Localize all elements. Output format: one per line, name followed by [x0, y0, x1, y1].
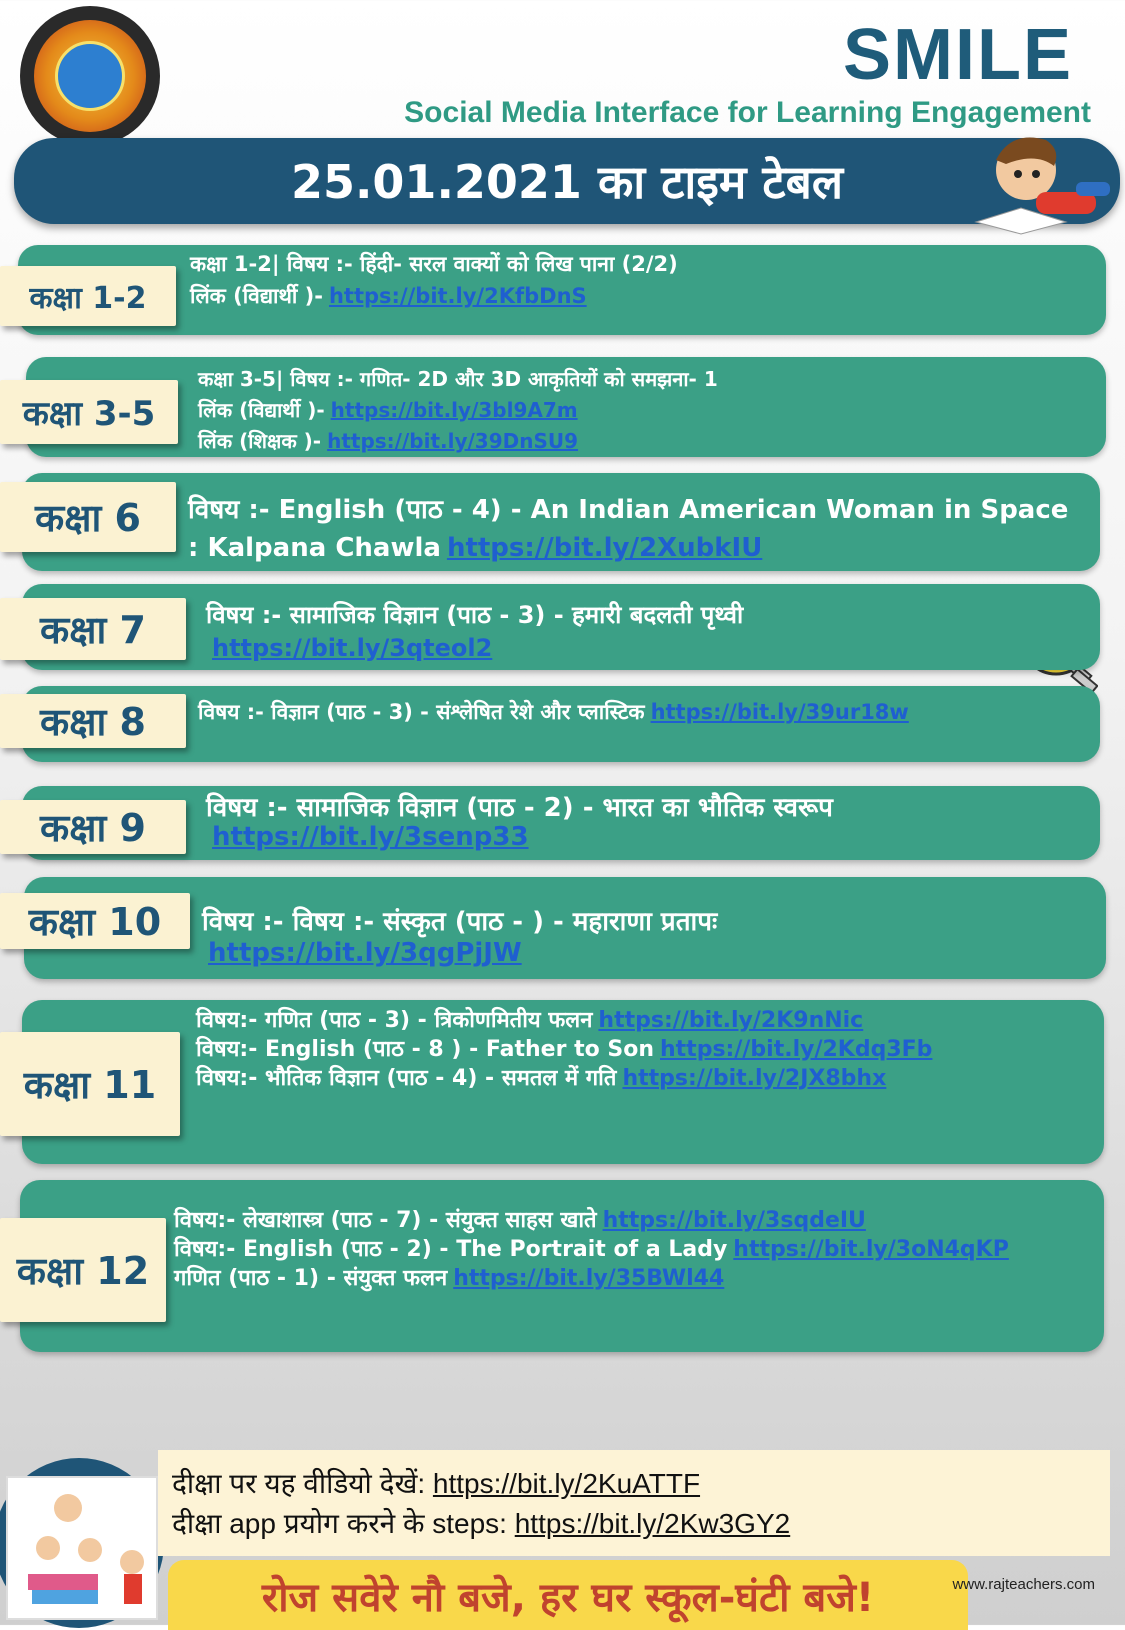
class-line — [174, 1262, 724, 1292]
subject-text: विषय:- English (पाठ - 8 ) - Father to Son — [196, 1037, 654, 1062]
subject-text: विषय :- सामाजिक विज्ञान (पाठ - 3) - हमारी बदलती पृथ्वी — [206, 601, 744, 629]
class-line — [198, 427, 578, 454]
lesson-link[interactable]: https://bit.ly/3oN4qKP — [733, 1237, 1009, 1262]
subject-text: विषय:- English (पाठ - 2) - The Portrait of a Lady — [174, 1237, 728, 1262]
class-line — [196, 1062, 886, 1092]
date-banner-text: 25.01.2021 का टाइम टेबल — [290, 155, 844, 209]
subject-text: विषय:- लेखाशास्त्र (पाठ - 7) - संयुक्त साहस खाते — [174, 1208, 597, 1233]
class-line — [174, 1233, 1009, 1263]
date-banner — [14, 138, 1120, 224]
student-link[interactable]: https://bit.ly/3bl9A7m — [330, 398, 578, 422]
class-line — [190, 282, 587, 310]
lesson-link[interactable]: https://bit.ly/35BWl44 — [453, 1266, 725, 1291]
class-line — [198, 698, 909, 726]
subject-text: विषय :- English (पाठ - 4) - An Indian American Woman in Space — [188, 495, 1069, 525]
diksha-video-label: दीक्षा पर यह वीडियो देखें: — [172, 1468, 426, 1499]
subject-text: : Kalpana Chawla — [188, 533, 441, 563]
lesson-link[interactable]: https://bit.ly/3qgPjJW — [208, 938, 522, 968]
subject-text: कक्षा 3-5| विषय :- गणित- 2D और 3D आकृतियों को समझना- 1 — [198, 367, 718, 391]
subject-text: विषय :- विषय :- संस्कृत (पाठ - ) - महाराणा प्रतापः — [202, 907, 718, 937]
class-line — [198, 396, 578, 423]
website-credit: www.rajteachers.com — [952, 1576, 1095, 1593]
subject-text: गणित (पाठ - 1) - संयुक्त फलन — [174, 1266, 448, 1291]
reading-boy-illustration — [966, 130, 1116, 240]
subject-text: लिंक (विद्यार्थी )- — [190, 284, 323, 308]
class-line — [206, 598, 743, 631]
class-tag: कक्षा 7 — [0, 598, 186, 660]
class-tag: कक्षा 9 — [0, 800, 186, 854]
subject-text: विषय:- भौतिक विज्ञान (पाठ - 4) - समतल में गति — [196, 1066, 617, 1091]
student-link[interactable]: https://bit.ly/2KfbDnS — [328, 284, 587, 308]
class-line — [174, 1204, 866, 1234]
tagline-bar — [168, 1560, 968, 1630]
subject-text: विषय:- गणित (पाठ - 3) - त्रिकोणमितीय फलन — [196, 1008, 593, 1033]
class-line — [206, 822, 529, 852]
class-line — [202, 938, 522, 968]
lesson-link[interactable]: https://bit.ly/2JX8bhx — [622, 1066, 887, 1091]
subject-text: विषय :- विज्ञान (पाठ - 3) - संश्लेषित रेशे और प्लास्टिक — [198, 700, 645, 724]
class-line — [206, 788, 833, 824]
logo-emblem — [34, 20, 146, 132]
diksha-steps-line — [172, 1504, 790, 1542]
class-line — [190, 250, 678, 278]
class-tag: कक्षा 12 — [0, 1218, 166, 1322]
lesson-link[interactable]: https://bit.ly/2XubkIU — [446, 533, 763, 563]
class-tag: कक्षा 11 — [0, 1032, 180, 1136]
diksha-steps-label: दीक्षा app प्रयोग करने के steps: — [172, 1508, 507, 1539]
map-icon — [55, 41, 125, 111]
kids-reading-illustration — [6, 1476, 158, 1620]
class-line — [188, 490, 1068, 526]
rajasthan-shiksha-logo — [20, 6, 160, 146]
lesson-link[interactable]: https://bit.ly/3sqdeIU — [602, 1208, 866, 1233]
page-title: SMILE — [842, 15, 1073, 95]
lesson-link[interactable]: https://bit.ly/39ur18w — [650, 700, 909, 724]
subject-text: विषय :- सामाजिक विज्ञान (पाठ - 2) - भारत का भौतिक स्वरूप — [206, 793, 833, 823]
lesson-link[interactable]: https://bit.ly/2Kdq3Fb — [660, 1037, 933, 1062]
class-line — [188, 533, 762, 563]
class-line — [196, 1033, 932, 1063]
lesson-link[interactable]: https://bit.ly/3qteol2 — [212, 634, 493, 662]
class-tag: कक्षा 3-5 — [0, 380, 178, 444]
diksha-info-box — [158, 1450, 1110, 1556]
class-tag: कक्षा 10 — [0, 893, 190, 949]
lesson-link[interactable]: https://bit.ly/3senp33 — [212, 822, 529, 852]
diksha-video-link[interactable]: https://bit.ly/2KuATTF — [432, 1468, 701, 1499]
page-subtitle: Social Media Interface for Learning Engagement — [404, 96, 1091, 129]
class-tag: कक्षा 8 — [0, 694, 186, 748]
subject-text: लिंक (शिक्षक )- — [198, 429, 322, 453]
class-line — [202, 902, 717, 938]
class-line — [196, 1004, 863, 1034]
class-line — [206, 634, 492, 662]
teacher-link[interactable]: https://bit.ly/39DnSU9 — [327, 429, 579, 453]
class-line — [198, 365, 718, 392]
class-tag: कक्षा 1-2 — [0, 266, 176, 326]
subject-text: कक्षा 1-2| विषय :- हिंदी- सरल वाक्यों को लिख पाना (2/2) — [190, 252, 678, 276]
diksha-video-line — [172, 1464, 700, 1502]
class-tag: कक्षा 6 — [0, 482, 176, 552]
lesson-link[interactable]: https://bit.ly/2K9nNic — [598, 1008, 864, 1033]
tagline-text: रोज सवेरे नौ बजे, हर घर स्कूल-घंटी बजे! — [261, 1574, 875, 1621]
diksha-steps-link[interactable]: https://bit.ly/2Kw3GY2 — [514, 1508, 791, 1539]
subject-text: लिंक (विद्यार्थी )- — [198, 398, 325, 422]
